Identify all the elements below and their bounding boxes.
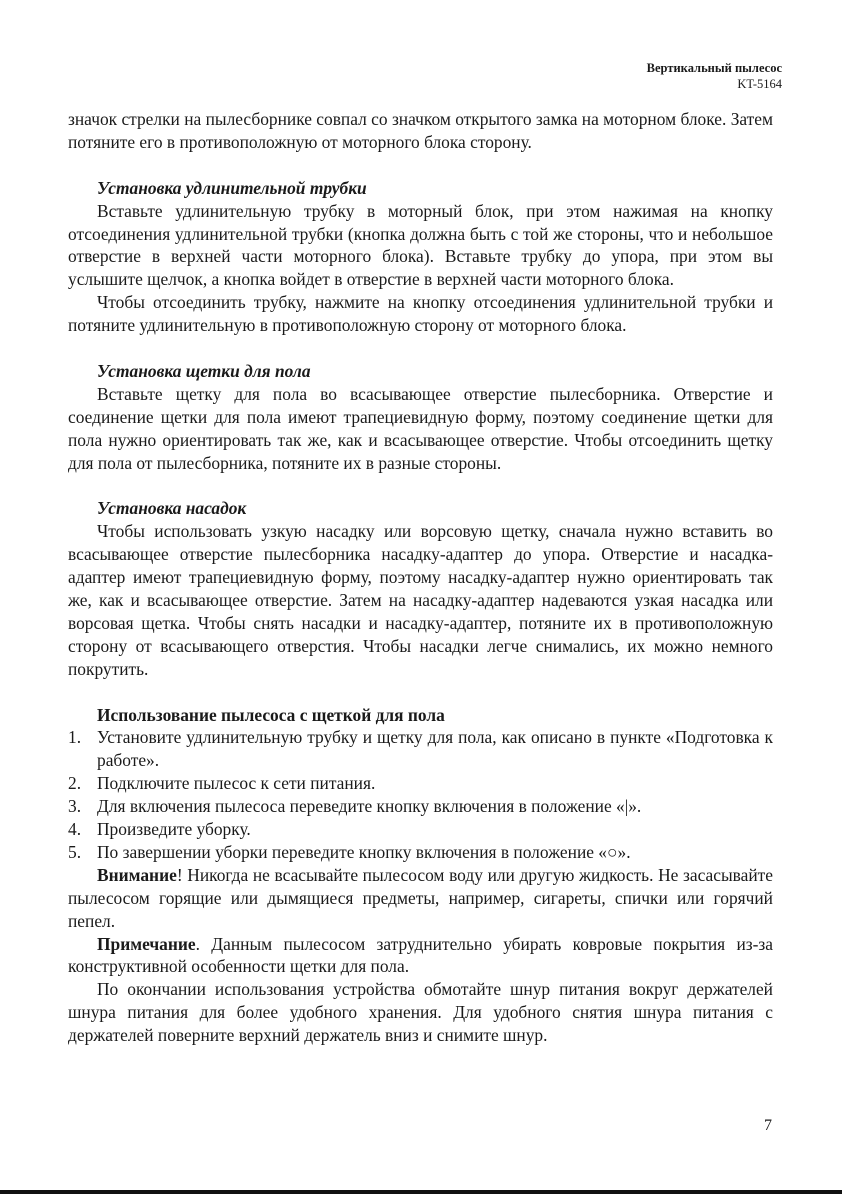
paragraph: Вставьте щетку для пола во всасывающее отверстие пылесборника. Отверстие и соединение щетки для пола имеют трапециевидную форму, поэтому соединение щетки для пола нужно ориентировать так же, как и всасывающее отверстие. Чтобы отсоединить щетку для пола от пылесборника, потяните их в разные стороны. <box>68 383 773 473</box>
step-text: Установите удлинительную трубку и щетку для пола, как описано в пункте «Подготовка к работе». <box>97 727 773 771</box>
step-number: 4. <box>68 819 82 840</box>
step-text: Произведите уборку. <box>97 819 251 840</box>
note-paragraph <box>68 933 773 979</box>
paragraph: Чтобы отсоединить трубку, нажмите на кнопку отсоединения удлинительной трубки и потяните удлинительную в противоположную сторону от моторного блока. <box>68 292 773 336</box>
step-number: 3. <box>68 796 82 817</box>
section-title-extension-tube: Установка удлинительной трубки <box>97 177 367 198</box>
paragraph: Чтобы использовать узкую насадку или ворсовую щетку, сначала нужно вставить во всасывающее отверстие пылесборника насадку-адаптер до упора. Отверстие и насадка-адаптер имеют трапециевидную форму, поэтому насадку-адаптер нужно ориентировать так же, как и всасывающее отверстие. Затем на насадку-адаптер надеваются узкая насадка или ворсовая щетка. Чтобы снять насадки и насадку-адаптер, потяните их в противоположную сторону от всасывающего отверстия. Чтобы насадки легче снимались, их можно немного покрутить. <box>68 521 773 679</box>
warning-label: Внимание <box>97 864 177 885</box>
step-text: По завершении уборки переведите кнопку включения в положение «○». <box>97 841 631 862</box>
intro-paragraph: значок стрелки на пылесборнике совпал со значком открытого замка на моторном блоке. Затем потяните его в противоположную от моторного блока сторону. <box>68 109 773 152</box>
step-text: Подключите пылесос к сети питания. <box>97 773 376 794</box>
step-number: 1. <box>68 727 82 748</box>
list-item <box>68 841 773 864</box>
section-title-floor-brush: Установка щетки для пола <box>97 360 311 381</box>
warning-text: ! Никогда не всасывайте пылесосом воду или другую жидкость. Не засасывайте пылесосом горящие или дымящиеся предметы, например, сигареты, спички или горячий пепел. <box>68 864 773 931</box>
page-header <box>647 60 782 92</box>
page-body <box>68 108 773 1047</box>
warning-paragraph <box>68 864 773 933</box>
step-number: 5. <box>68 841 82 862</box>
section-title-usage: Использование пылесоса с щеткой для пола <box>97 704 445 725</box>
product-title: Вертикальный пылесос <box>646 61 782 75</box>
section-title-attachments: Установка насадок <box>97 498 247 519</box>
note-text: . Данным пылесосом затруднительно убирать ковровые покрытия из-за конструктивной особенности щетки для пола. <box>68 933 773 977</box>
page-number: 7 <box>764 1117 772 1134</box>
step-text: Для включения пылесоса переведите кнопку включения в положение «|». <box>97 796 642 817</box>
list-item <box>68 726 773 772</box>
model-number: KT-5164 <box>737 77 782 91</box>
step-number: 2. <box>68 773 82 794</box>
list-item <box>68 795 773 818</box>
list-item <box>68 818 773 841</box>
usage-steps-list <box>68 726 773 863</box>
note-label: Примечание <box>97 933 196 954</box>
closing-paragraph: По окончании использования устройства обмотайте шнур питания вокруг держателей шнура питания для более удобного хранения. Для удобного снятия шнура питания с держателей поверните верхний держатель вниз и снимите шнур. <box>68 979 773 1046</box>
paragraph: Вставьте удлинительную трубку в моторный блок, при этом нажимая на кнопку отсоединения удлинительной трубки (кнопка должна быть с той же стороны, что и небольшое отверстие в верхней части моторного блока). Вставьте трубку до упора, при этом вы услышите щелчок, а кнопка войдет в отверстие в верхней части моторного блока. <box>68 200 773 290</box>
list-item <box>68 772 773 795</box>
bottom-rule <box>0 1190 842 1194</box>
